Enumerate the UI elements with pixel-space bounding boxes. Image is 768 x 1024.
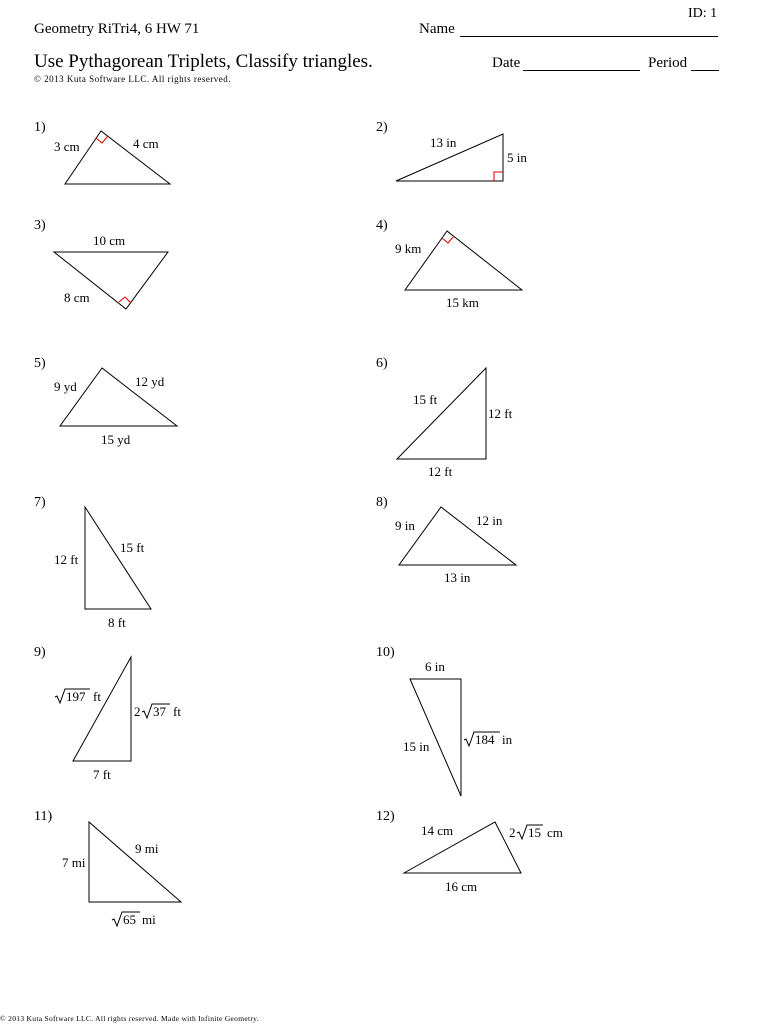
side-label: 15 km (446, 295, 479, 310)
radicand: 197 (66, 689, 86, 704)
triangle-7 (85, 507, 151, 609)
side-label: 6 in (425, 659, 445, 674)
side-label: 9 in (395, 518, 415, 533)
side-label: 15 ft (120, 540, 145, 555)
radicand: 184 (475, 732, 495, 747)
triangle-10 (410, 679, 461, 796)
course-title: Geometry RiTri4, 6 HW 71 (34, 21, 200, 37)
side-label-unit: ft (173, 704, 181, 719)
problem-number-3: 3) (34, 218, 46, 233)
problem-number-1: 1) (34, 120, 46, 135)
side-label: 12 ft (428, 464, 453, 479)
triangle-4 (405, 231, 522, 290)
side-label: 10 cm (93, 233, 126, 248)
side-label-unit: cm (547, 825, 563, 840)
side-label: 12 yd (135, 374, 165, 389)
side-label: 13 in (444, 570, 471, 585)
problem-number-4: 4) (376, 218, 388, 233)
side-label-unit: mi (142, 912, 156, 927)
name-label: Name (419, 21, 455, 37)
side-label: 8 cm (64, 290, 90, 305)
side-label: 7 mi (62, 855, 86, 870)
triangle-11 (89, 822, 181, 902)
side-label: 15 ft (413, 392, 438, 407)
problem-number-10: 10) (376, 645, 395, 660)
side-label-coefficient: 2 (509, 825, 516, 840)
date-label: Date (492, 55, 521, 71)
side-label: 15 yd (101, 432, 131, 447)
right-angle-marker-3 (119, 297, 131, 303)
side-label-unit: ft (93, 689, 101, 704)
radicand: 65 (123, 912, 136, 927)
problem-number-11: 11) (34, 809, 53, 824)
side-label-coefficient: 2 (134, 704, 141, 719)
side-label: 16 cm (445, 879, 478, 894)
header-copyright: © 2013 Kuta Software LLC. All rights reserved. (34, 74, 232, 84)
side-label: 9 yd (54, 379, 77, 394)
problem-number-7: 7) (34, 495, 46, 510)
right-angle-marker-2 (494, 172, 503, 181)
right-angle-marker-4 (442, 236, 454, 243)
side-label: 9 mi (135, 841, 159, 856)
footer-copyright: © 2013 Kuta Software LLC. All rights reserved. Made with Infinite Geometry. (0, 1014, 259, 1023)
period-label: Period (648, 55, 688, 71)
side-label: 12 ft (54, 552, 79, 567)
problem-number-6: 6) (376, 356, 388, 371)
triangle-9 (73, 657, 131, 761)
problem-number-2: 2) (376, 120, 388, 135)
radicand: 37 (153, 704, 166, 719)
side-label: 4 cm (133, 136, 159, 151)
id-label: ID: 1 (688, 6, 718, 21)
side-label: 8 ft (108, 615, 126, 630)
worksheet-title: Use Pythagorean Triplets, Classify triangles. (34, 51, 373, 72)
side-label: 3 cm (54, 139, 80, 154)
side-label: 9 km (395, 241, 422, 256)
problem-number-8: 8) (376, 495, 388, 510)
side-label: 15 in (403, 739, 430, 754)
side-label: 12 in (476, 513, 503, 528)
right-angle-marker-1 (96, 136, 108, 143)
radicand: 15 (528, 825, 541, 840)
side-label: 13 in (430, 135, 457, 150)
triangle-6 (397, 368, 486, 459)
problem-number-9: 9) (34, 645, 46, 660)
side-label: 14 cm (421, 823, 454, 838)
side-label-unit: in (502, 732, 513, 747)
problem-number-12: 12) (376, 809, 395, 824)
side-label: 7 ft (93, 767, 111, 782)
side-label: 5 in (507, 150, 527, 165)
problem-number-5: 5) (34, 356, 46, 371)
side-label: 12 ft (488, 406, 513, 421)
